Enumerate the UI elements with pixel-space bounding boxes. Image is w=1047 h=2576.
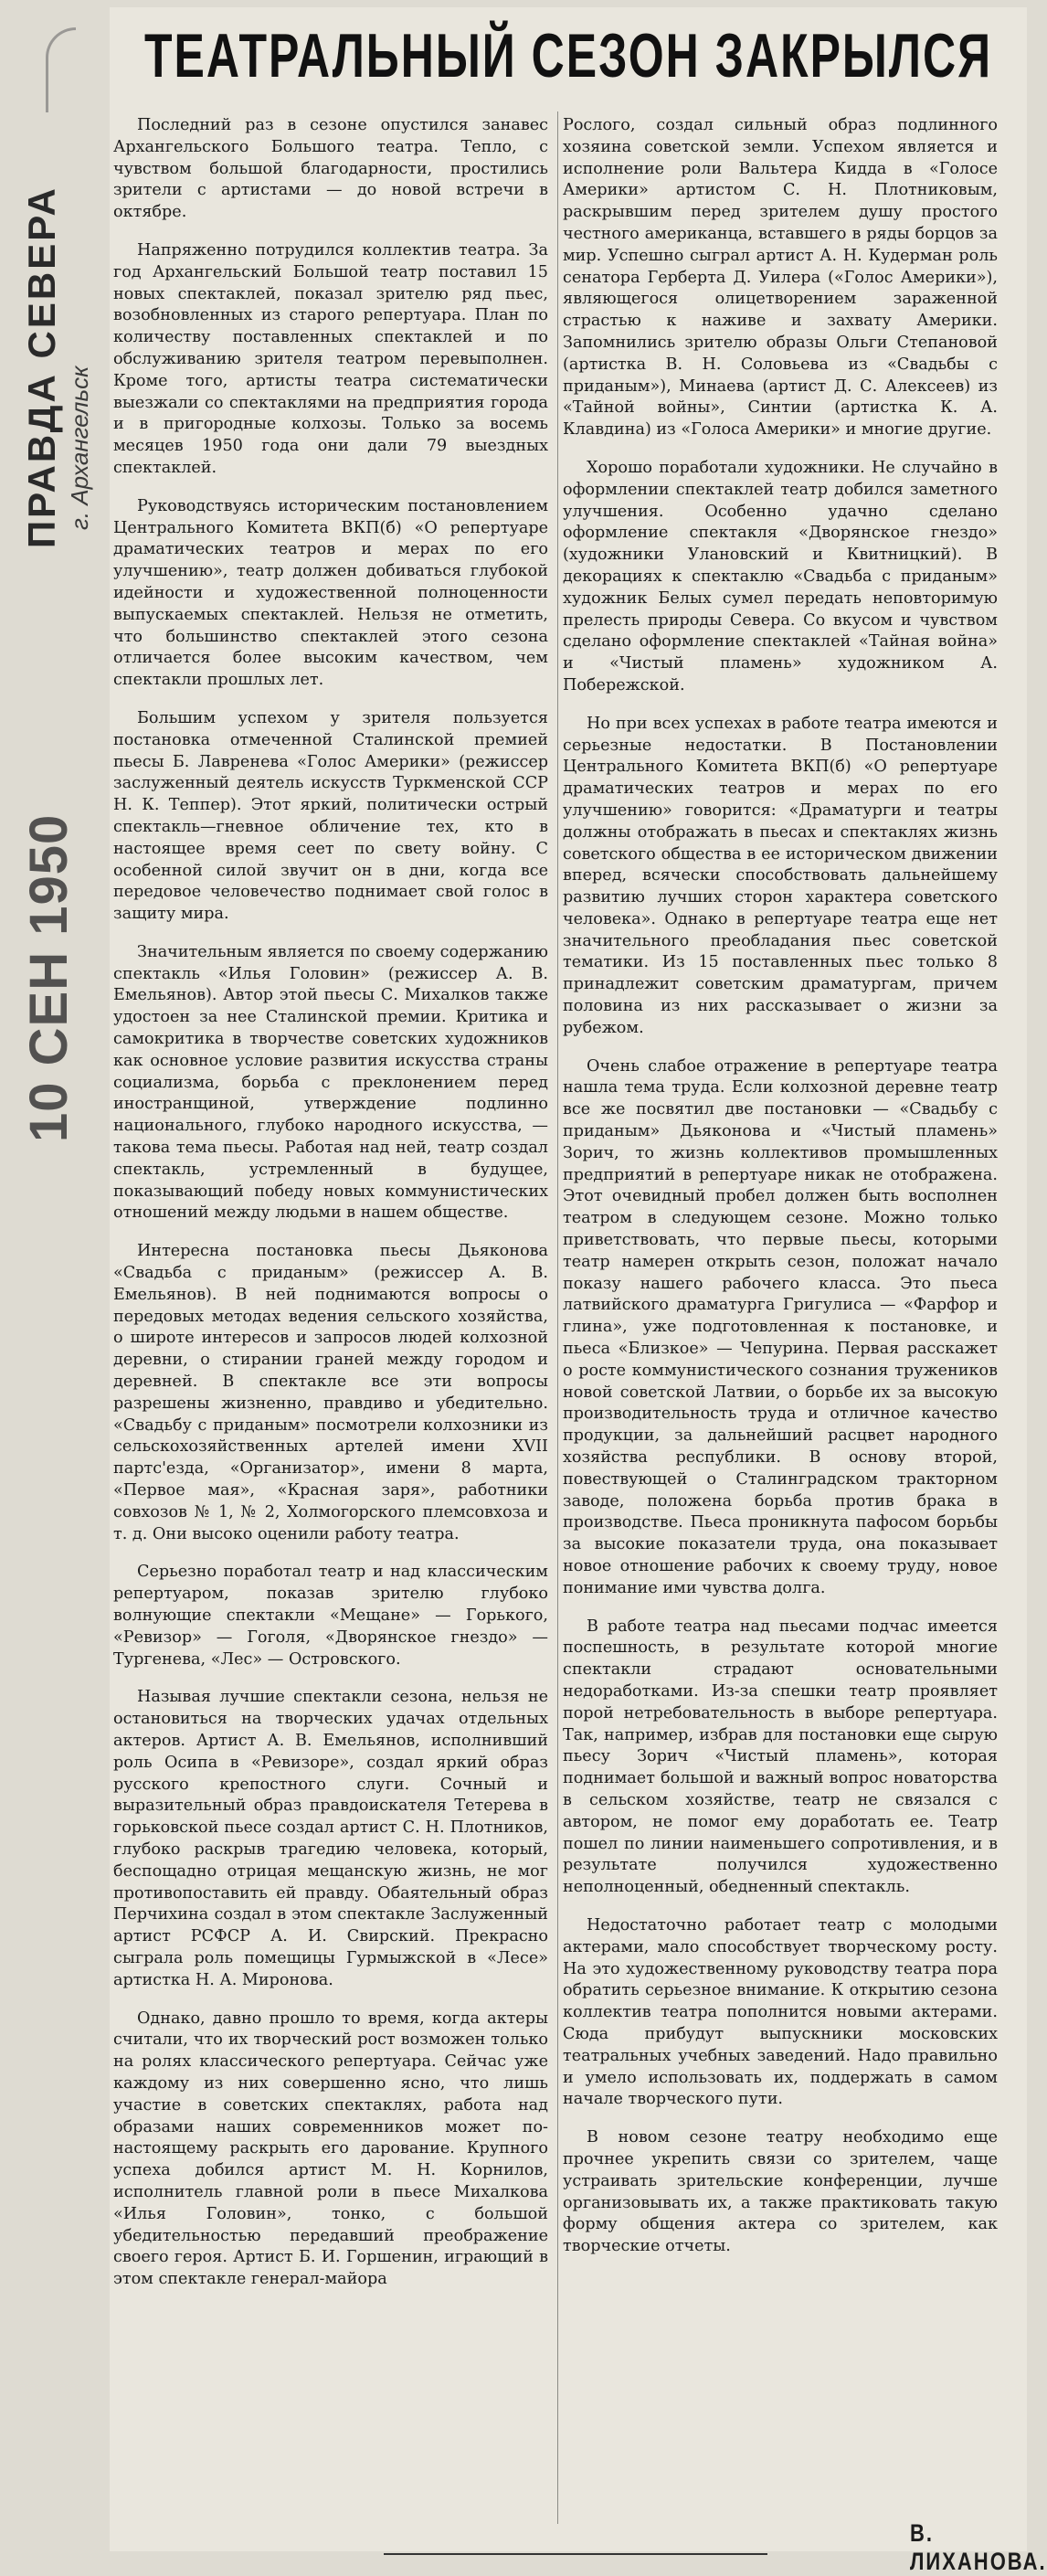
paragraph: Рослого, создал сильный образ подлинного хозяина советской земли. Успехом является и исполнение роли Вальтера Кидда в «Голосе Америки» артистом С. Н. Плотниковым, раскрывшим перед зрителем душу простого честного американца, вставшего в ряды борцов за мир. Успешно сыграл артист А. Н. Кудерман роль сенатора Герберта Д. Уилера («Голос Америки»), являющегося олицетворением зараженной страстью к наживе и захвату Америки. Запомнились зрителю образы Ольги Степановой (артистка В. Н. Соловьева из «Свадьбы с приданым»), Минаева (артист Д. С. Алексеев) из «Тайной войны», Синтии (артистка К. А. Клавдина) из «Голоса Америки» и многие другие. <box>563 116 998 440</box>
newspaper-clipping <box>110 7 1047 2575</box>
newspaper-city: г. Архангельск <box>66 366 93 530</box>
paragraph: Серьезно поработал театр и над классическим репертуаром, показав зрителю глубоко волнующие спектакли «Мещане» — Горького, «Ревизор» — Гоголя, «Дворянское гнездо» — Тургенева, «Лес» — Островского. <box>113 1563 548 1669</box>
paragraph: Последний раз в сезоне опустился занавес Архангельского Большого театра. Тепло, с чувством большой благодарности, простились зрители с артистами — до новой встречи в октябре. <box>113 116 548 222</box>
paragraph: В новом сезоне театру необходимо еще прочнее укрепить связи со зрителем, чаще устраивать зрительские конференции, лучше организовывать их, а также практиковать такую форму общения актера со зрителем, как творческие отчеты. <box>563 2128 998 2256</box>
paragraph: Интересна постановка пьесы Дьяконова «Свадьба с приданым» (режиссер А. В. Емельянов). В ней поднимаются вопросы о передовых методах ведения сельского хозяйства, о широте интересов и запросов людей колхозной деревни, о стирании граней между городом и деревней. В спектакле все эти вопросы разрешены жизненно, правдиво и убедительно. «Свадьбу с приданым» посмотрели колхозники из сельскохозяйственных артелей имени XVII партс'езда, «Организатор», имени 8 марта, «Первое мая», «Красная заря», работники совхозов № 1, № 2, Холмогорского племсовхоза и т. д. Они высоко оценили работу театра. <box>113 1242 548 1543</box>
bottom-rule <box>384 2553 767 2555</box>
newspaper-name: ПРАВДА СЕВЕРА <box>20 186 63 548</box>
article-headline: ТЕАТРАЛЬНЫЙ СЕЗОН ЗАКРЫЛСЯ <box>143 21 993 90</box>
date-stamp: 10 СЕН 1950 <box>19 813 79 1142</box>
paragraph: Руководствуясь историческим постановлением Центрального Комитета ВКП(б) «О репертуаре драматических театров и мерах по его улучшению», театр должен добиваться глубокой идейности и художественной полноценности выпускаемых спектаклей. Нельзя не отметить, что большинство спектаклей этого сезона отличается более высоким качеством, чем спектакли прошлых лет. <box>113 496 548 690</box>
paragraph: Хорошо поработали художники. Не случайно в оформлении спектаклей театр добился заметного улучшения. Особенно удачно сделано оформление спектакля «Дворянское гнездо» (художники Улановский и Квитницкий). В декорациях к спектаклю «Свадьба с приданым» художник Белых сумел передать неповторимую прелесть природы Севера. Со вкусом и чувством сделано оформление спектаклей «Тайная война» и «Чистый пламень» художником А. Побережской. <box>563 458 998 694</box>
paragraph: Однако, давно прошло то время, когда актеры считали, что их творческий рост возможен только на ролях классического репертуара. Сейчас уже каждому из них совершенно ясно, что лишь участие в советских спектаклях, работа над образами наших современников может по-настоящему раскрыть его дарование. Крупного успеха добился артист М. Н. Корнилов, исполнитель главной роли в пьесе Михалкова «Илья Головин», тонко, с большой убедительностью передавший преображение своего героя. Артист Б. И. Горшенин, играющий в этом спектакле генерал-майора <box>113 2009 548 2289</box>
author-signature: В. ЛИХАНОВА. <box>910 2518 1047 2575</box>
margin-annotations <box>0 0 108 2559</box>
paragraph: В работе театра над пьесами подчас имеется поспешность, в результате которой многие спектакли страдают основательными недоработками. Из-за спешки театр проявляет порой нетребовательность в выборе репертуара. Так, например, избрав для постановки еще сырую пьесу Зорич «Чистый пламень», которая поднимает большой и важный вопрос новаторства в сельском хозяйстве, театр не связался с автором, не помог ему доработать ее. Театр пошел по линии наименьшего сопротивления, и в результате получился художественно неполноценный, обедненный спектакль. <box>563 1617 998 1897</box>
paragraph: Недостаточно работает театр с молодыми актерами, мало способствует творческому росту. На это художественному руководству театра пора обратить серьезное внимание. К открытию сезона коллектив театра пополнится новыми актерами. Сюда прибудут выпускники московских театральных учебных заведений. Надо правильно и умело использовать их, поддержать в самом начале творческого пути. <box>563 1915 998 2109</box>
paragraph: Называя лучшие спектакли сезона, нельзя не остановиться на творческих удачах отдельных актеров. Артист А. В. Емельянов, исполнивший роль Осипа в «Ревизоре», создал яркий образ русского крепостного слуги. Сочный и выразительный образ правдоискателя Тетерева в горьковской пьесе создал артист С. Н. Плотников, глубоко раскрыв трагедию человека, который, беспощадно отрицая мещанскую жизнь, не мог противопоставить ей правду. Обаятельный образ Перчихина создал в этом спектакле Заслуженный артист РСФСР А. И. Свирский. Прекрасно сыграла роль помещицы Гурмыжской в «Лесе» артистка Н. А. Миронова. <box>113 1688 548 1989</box>
right-column <box>563 115 998 2274</box>
left-column <box>113 115 548 2307</box>
column-divider <box>557 111 558 2524</box>
paragraph: Напряженно потрудился коллектив театра. За год Архангельский Большой театр поставил 15 новых спектаклей, показал зрителю ряд пьес, возобновленных из старого репертуара. План по количеству поставленных спектаклей и по обслуживанию зрителя театром перевыполнен. Кроме того, артисты театра систематически выезжали со спектаклями на предприятия города и в пригородные колхозы. Только за восемь месяцев 1950 года они дали 79 выездных спектаклей. <box>113 240 548 477</box>
paragraph: Но при всех успехах в работе театра имеются и серьезные недостатки. В Постановлении Центрального Комитета ВКП(б) «О репертуаре драматических театров и мерах по его улучшению» говорится: «Драматурги и театры должны отображать в пьесах и спектаклях жизнь советского общества в ее историческом движении вперед, всячески способствовать дальнейшему развитию лучших сторон характера советского человека». Однако в репертуаре театра еще нет значительного преобладания пьес советской тематики. Из 15 поставленных пьес только 8 принадлежит советским драматургам, причем половина из них рассказывает о жизни за рубежом. <box>563 714 998 1037</box>
paragraph: Очень слабое отражение в репертуаре театра нашла тема труда. Если колхозной деревне театр все же посвятил две постановки — «Свадьбу с приданым» Дьяконова и «Чистый пламень» Зорич, то жизнь коллективов промышленных предприятий в репертуаре никак не отображена. Этот очевидный пробел должен быть восполнен театром в следующем сезоне. Можно только приветствовать, что первые пьесы, которыми театр намерен открыть сезон, положат начало показу нашего рабочего класса. Это пьеса латвийского драматурга Григулиса — «Фарфор и глина», уже подготовленная к постановке, и пьеса «Близкое» — Чепурина. Первая расскажет о росте коммунистического сознания тружеников новой советской Латвии, о борьбе их за высокую производительность труда и отличное качество продукции, за дальнейший расцвет народного хозяйства республики. В основу второй, повествующей о Сталинградском тракторном заводе, положена борьба против брака в производстве. Пьеса проникнута пафосом борьбы за высокие показатели труда, она показывает новое отношение рабочих к своему труду, новое понимание ими чувства долга. <box>563 1056 998 1597</box>
paragraph: Большим успехом у зрителя пользуется постановка отмеченной Сталинской премией пьесы Б. Лавренева «Голос Америки» (режиссер заслуженный деятель искусств Туркменской ССР Н. К. Теппер). Этот яркий, политически острый спектакль—гневное обличение тех, кто в настоящее время сеет по свету войну. С особенной силой звучит он в дни, когда все передовое человечество поднимает свой голос в защиту мира. <box>113 708 548 924</box>
pencil-mark <box>46 27 76 112</box>
paragraph: Значительным является по своему содержанию спектакль «Илья Головин» (режиссер А. В. Емельянов). Автор этой пьесы С. Михалков также удостоен за нее Сталинской премии. Критика и самокритика в творчестве советских художников как основное условие развития искусства страны социализма, борьба с преклонением перед иностранщиной, утверждение подлинно национального, глубоко народного искусства, — такова тема пьесы. Работая над ней, театр создал спектакль, устремленный в будущее, показывающий победу новых коммунистических отношений между людьми в нашем обществе. <box>113 942 548 1223</box>
